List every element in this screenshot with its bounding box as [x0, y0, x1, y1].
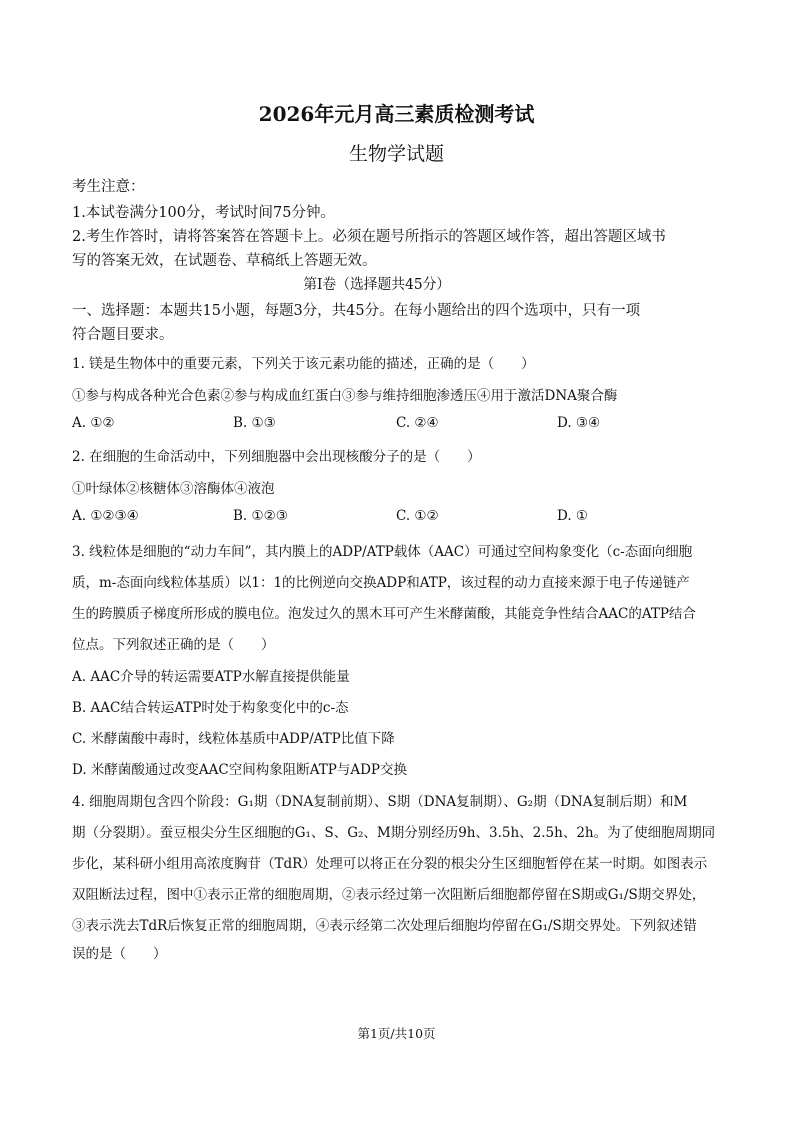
section-instruction: 一、选择题：本题共15小题，每题3分，共45分。在每小题给出的四个选项中，只有一项 [72, 303, 641, 319]
question-3-stem: 生的跨膜质子梯度所形成的膜电位。泡发过久的黑木耳可产生米酵菌酸，其能竞争性结合AAC的ATP结合 [72, 606, 696, 622]
question-3-option-d[interactable]: D. 米酵菌酸通过改变AAC空间构象阻断ATP与ADP交换 [72, 762, 408, 778]
question-3-option-a[interactable]: A. AAC介导的转运需要ATP水解直接提供能量 [72, 669, 350, 685]
question-4-stem: 4. 细胞周期包含四个阶段：G₁期（DNA复制前期）、S期（DNA复制期）、G₂期（DNA复制后期）和M [72, 794, 688, 810]
question-3-stem: 位点。下列叙述正确的是（ ） [72, 637, 275, 653]
question-4-stem: 双阻断法过程，图中①表示正常的细胞周期，②表示经过第一次阻断后细胞都停留在S期或G₁/S期交界处， [72, 887, 706, 903]
question-3-option-b[interactable]: B. AAC结合转运ATP时处于构象变化中的c-态 [72, 700, 349, 716]
section-title: 第Ⅰ卷（选择题共45分） [303, 277, 451, 293]
notice-item: 1.本试卷满分100分，考试时间75分钟。 [72, 205, 335, 221]
page-footer: 第1页/共10页 [357, 1026, 436, 1041]
notice-heading: 考生注意： [72, 179, 145, 195]
question-1-option-c[interactable]: C. ②④ [396, 415, 439, 431]
question-2-option-d[interactable]: D. ① [557, 508, 589, 524]
question-1-option-b[interactable]: B. ①③ [233, 415, 276, 431]
question-2-option-c[interactable]: C. ①② [396, 508, 439, 524]
question-4-stem: 步化，某科研小组用高浓度胸苷（TdR）处理可以将正在分裂的根尖分生区细胞暂停在某一时期。如图表示 [72, 856, 708, 872]
section-instruction: 符合题目要求。 [72, 327, 174, 343]
exam-subtitle: 生物学试题 [348, 143, 444, 165]
notice-item: 2.考生作答时，请将答案答在答题卡上。必须在题号所指示的答题区域作答，超出答题区域书 [72, 229, 666, 245]
question-4-stem: ③表示洗去TdR后恢复正常的细胞周期，④表示经第二次处理后细胞均停留在G₁/S期交界处。下列叙述错 [72, 918, 697, 934]
question-3-stem: 3. 线粒体是细胞的“动力车间”，其内膜上的ADP/ATP载体（AAC）可通过空间构象变化（c-态面向细胞 [72, 544, 693, 560]
question-4-stem: 期（分裂期）。蚕豆根尖分生区细胞的G₁、S、G₂、M期分别经历9h、3.5h、2.5h、2h。为了使细胞周期同 [72, 825, 716, 841]
question-2-option-b[interactable]: B. ①②③ [233, 508, 288, 524]
question-1-option-d[interactable]: D. ③④ [557, 415, 601, 431]
question-2-option-a[interactable]: A. ①②③④ [72, 508, 139, 524]
question-1-option-a[interactable]: A. ①② [72, 415, 115, 431]
question-2-statements: ①叶绿体②核糖体③溶酶体④液泡 [72, 481, 275, 497]
question-1-statements: ①参与构成各种光合色素②参与构成血红蛋白③参与维持细胞渗透压④用于激活DNA聚合酶 [72, 388, 618, 404]
question-3-option-c[interactable]: C. 米酵菌酸中毒时，线粒体基质中ADP/ATP比值下降 [72, 731, 395, 747]
question-3-stem: 质，m-态面向线粒体基质）以1：1的比例逆向交换ADP和ATP，该过程的动力直接来源于电子传递链产 [72, 575, 690, 591]
notice-item: 写的答案无效，在试题卷、草稿纸上答题无效。 [72, 253, 377, 269]
question-4-stem: 误的是（ ） [72, 946, 167, 962]
question-1-stem: 1. 镁是生物体中的重要元素，下列关于该元素功能的描述，正确的是（ ） [72, 356, 535, 372]
question-2-stem: 2. 在细胞的生命活动中，下列细胞器中会出现核酸分子的是（ ） [72, 449, 481, 465]
exam-title: 2026年元月高三素质检测考试 [258, 102, 535, 126]
